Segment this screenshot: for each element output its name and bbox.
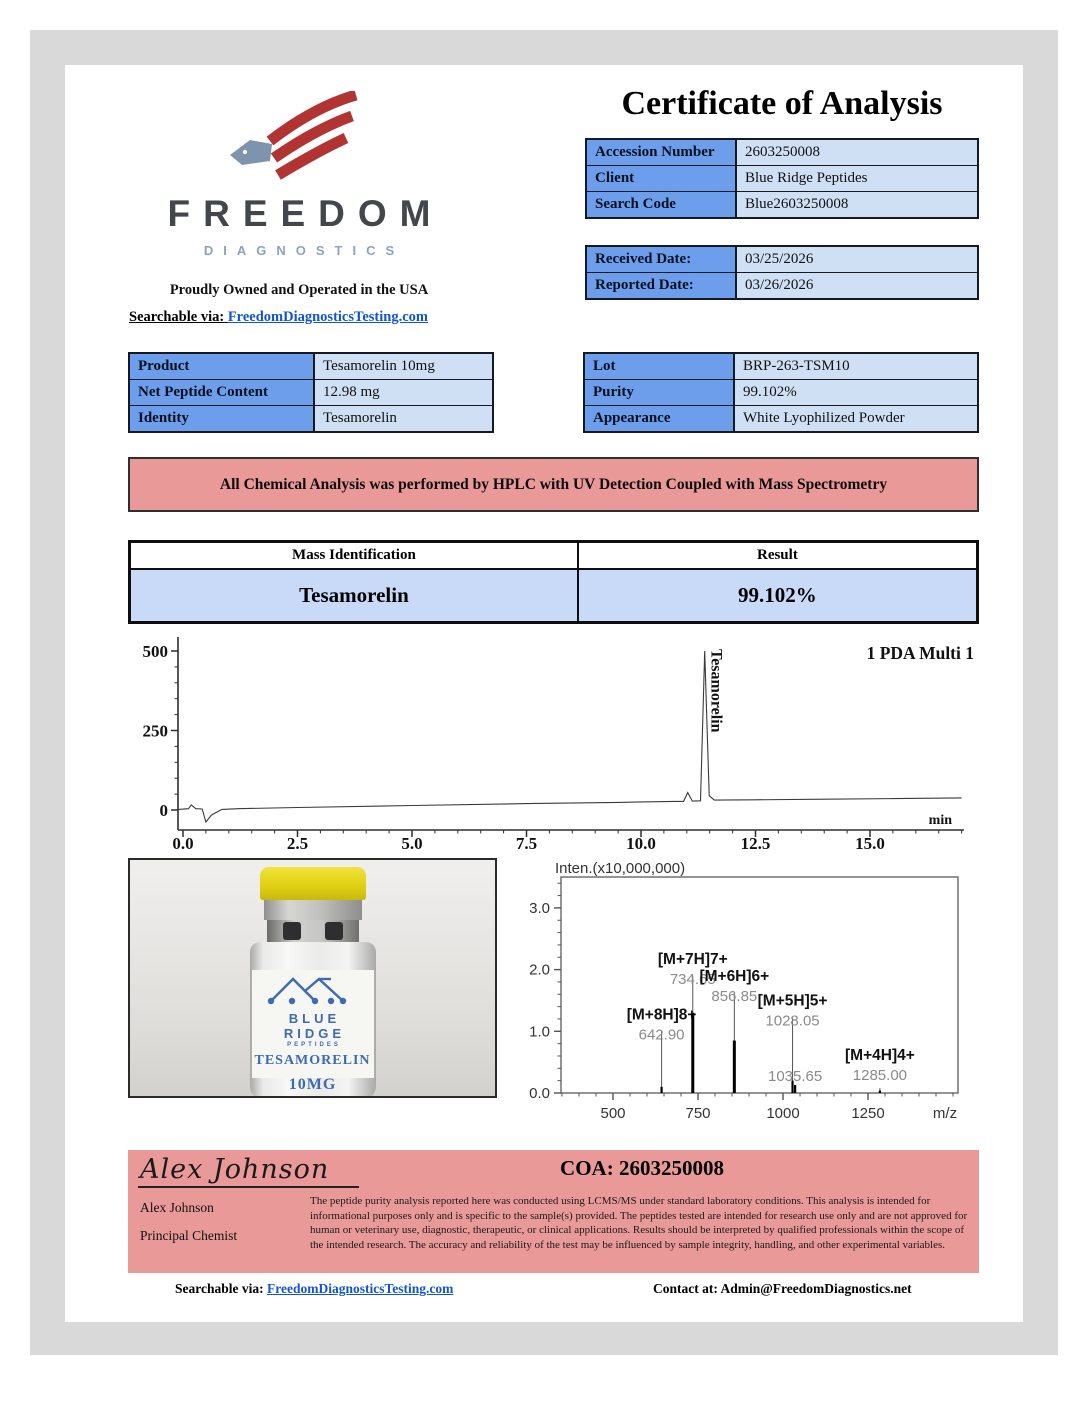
mass-table-row	[131, 570, 976, 621]
searchable-label: Searchable via:	[129, 309, 225, 325]
product-vial-photo	[128, 858, 497, 1098]
mass-id-value: Tesamorelin	[131, 570, 579, 621]
row-value: White Lyophilized Powder	[735, 406, 977, 431]
svg-text:734.65: 734.65	[669, 970, 716, 988]
svg-text:Inten.(x10,000,000): Inten.(x10,000,000)	[555, 860, 686, 877]
row-label: Identity	[130, 406, 313, 431]
table-row	[587, 166, 977, 191]
table-row	[587, 247, 977, 272]
table-row	[587, 273, 977, 298]
eagle-stripes-icon	[226, 91, 372, 193]
blue-ridge-mountains-icon	[261, 972, 365, 1006]
row-label: Lot	[585, 354, 733, 379]
svg-text:500: 500	[142, 642, 168, 661]
signature-script: Alex Johnson	[138, 1154, 359, 1188]
vial-product-name: TESAMORELIN	[254, 1053, 371, 1068]
hplc-chromatogram	[128, 633, 979, 851]
signature-footer	[128, 1150, 979, 1273]
svg-text:7.5: 7.5	[515, 834, 538, 851]
bottom-searchable-line	[175, 1281, 453, 1297]
mass-spectrum-plot	[505, 860, 985, 1152]
table-row	[130, 406, 492, 431]
brand-block	[129, 91, 469, 326]
svg-text:500: 500	[600, 1105, 626, 1122]
svg-text:15.0: 15.0	[855, 834, 885, 851]
coa-number-heading: COA: 2603250008	[560, 1156, 724, 1180]
svg-text:[M+8H]8+: [M+8H]8+	[626, 1006, 697, 1024]
hplc-chromatogram-plot	[128, 633, 979, 851]
vial-brand-sub: PEPTIDES	[287, 1042, 341, 1048]
row-value: Blue2603250008	[737, 192, 977, 217]
mass-identification-table	[128, 540, 979, 624]
row-value: Tesamorelin	[315, 406, 492, 431]
table-row	[130, 354, 492, 379]
svg-text:0: 0	[159, 801, 168, 820]
vial-brand-name: BLUE RIDGE	[283, 1011, 346, 1041]
lot-table	[583, 352, 979, 433]
row-label: Appearance	[585, 406, 733, 431]
bottom-searchable-link[interactable]: FreedomDiagnosticsTesting.com	[267, 1281, 454, 1296]
row-value: Tesamorelin 10mg	[315, 354, 492, 379]
row-value: 99.102%	[735, 380, 977, 405]
signer-title: Principal Chemist	[140, 1228, 238, 1243]
svg-text:[M+7H]7+: [M+7H]7+	[657, 950, 728, 968]
svg-text:1035.65: 1035.65	[768, 1067, 823, 1085]
vial-cap	[260, 867, 366, 900]
certificate-sheet	[65, 65, 1023, 1322]
row-value: 03/26/2026	[737, 273, 977, 298]
svg-text:642.90: 642.90	[638, 1026, 685, 1044]
svg-text:0.0: 0.0	[529, 1085, 550, 1102]
svg-text:[M+4H]4+: [M+4H]4+	[845, 1047, 915, 1065]
table-row	[585, 380, 977, 405]
svg-text:1285.00: 1285.00	[852, 1067, 908, 1085]
row-value: 12.98 mg	[315, 380, 492, 405]
searchable-line	[129, 309, 469, 326]
brand-tagline: Proudly Owned and Operated in the USA	[169, 282, 429, 298]
row-label: Accession Number	[587, 140, 735, 165]
svg-text:[M+6H]6+: [M+6H]6+	[699, 968, 770, 986]
brand-subtitle: DIAGNOSTICS	[203, 243, 405, 258]
svg-text:750: 750	[685, 1105, 711, 1122]
svg-text:5.0: 5.0	[401, 834, 423, 851]
table-row	[587, 192, 977, 217]
result-value: 99.102%	[579, 570, 976, 621]
svg-text:12.5: 12.5	[740, 834, 771, 851]
result-header: Result	[579, 543, 976, 570]
table-row	[587, 140, 977, 165]
row-label: Purity	[585, 380, 733, 405]
row-value: BRP-263-TSM10	[735, 354, 977, 379]
accession-info-table	[585, 138, 979, 219]
table-row	[585, 354, 977, 379]
disclaimer-text: The peptide purity analysis reported here was conducted using LCMS/MS under standard laboratory conditions. This analysis is intended for informational purposes only and is specific to the sample(s) provided. The peptides tested are intended for research use only and are not approved for human or veterinary use, diagnostic, therapeutic, or clinical applications. Results should be interpreted by qualified professionals within the scope of the intended research. The accuracy and reliability of the test may be influenced by sample integrity, handling, and other experimental variables.	[310, 1195, 968, 1251]
vial	[248, 867, 378, 1098]
mass-table-header	[131, 543, 976, 570]
vial-crimp	[264, 900, 362, 920]
svg-text:1000: 1000	[766, 1105, 800, 1122]
svg-text:856.85: 856.85	[711, 988, 758, 1006]
row-label: Reported Date:	[587, 273, 735, 298]
row-label: Product	[130, 354, 313, 379]
bottom-searchable-label: Searchable via:	[175, 1281, 264, 1296]
row-value: 2603250008	[737, 140, 977, 165]
svg-text:1250: 1250	[851, 1105, 885, 1122]
vial-stopper	[267, 920, 359, 942]
method-banner: All Chemical Analysis was performed by HPLC with UV Detection Coupled with Mass Spectrometry	[128, 457, 979, 512]
svg-text:1.0: 1.0	[529, 1023, 550, 1041]
svg-text:m/z: m/z	[932, 1105, 958, 1122]
eagle-head	[230, 140, 272, 165]
mass-spectrum	[505, 860, 985, 1152]
row-value: Blue Ridge Peptides	[737, 166, 977, 191]
svg-text:[M+5H]5+: [M+5H]5+	[757, 992, 828, 1010]
svg-text:2.0: 2.0	[529, 961, 550, 979]
vial-glass-body	[250, 942, 376, 1098]
row-value: 03/25/2026	[737, 247, 977, 272]
svg-text:10.0: 10.0	[626, 834, 656, 851]
svg-text:1028.05: 1028.05	[765, 1012, 820, 1030]
mass-id-header: Mass Identification	[131, 543, 579, 570]
row-label: Client	[587, 166, 735, 191]
svg-text:Tesamorelin: Tesamorelin	[707, 649, 725, 733]
table-row	[585, 406, 977, 431]
svg-text:1 PDA Multi 1: 1 PDA Multi 1	[866, 643, 974, 663]
svg-text:3.0: 3.0	[529, 899, 550, 917]
svg-text:min: min	[928, 813, 952, 828]
contact-email-text: Contact at: Admin@FreedomDiagnostics.net	[653, 1281, 912, 1296]
dates-table	[585, 245, 979, 300]
svg-text:2.5: 2.5	[286, 834, 309, 851]
product-table	[128, 352, 494, 433]
page-title: Certificate of Analysis	[621, 85, 943, 122]
vial-dose: 10MG	[288, 1076, 337, 1093]
row-label: Search Code	[587, 192, 735, 217]
row-label: Net Peptide Content	[130, 380, 313, 405]
svg-text:0.0: 0.0	[172, 834, 194, 851]
signer-name: Alex Johnson	[140, 1200, 214, 1215]
table-row	[130, 380, 492, 405]
vial-label	[252, 970, 374, 1093]
row-label: Received Date:	[587, 247, 735, 272]
brand-name: FREEDOM	[167, 193, 444, 234]
searchable-link[interactable]: FreedomDiagnosticsTesting.com	[227, 309, 428, 325]
svg-text:250: 250	[142, 721, 168, 741]
